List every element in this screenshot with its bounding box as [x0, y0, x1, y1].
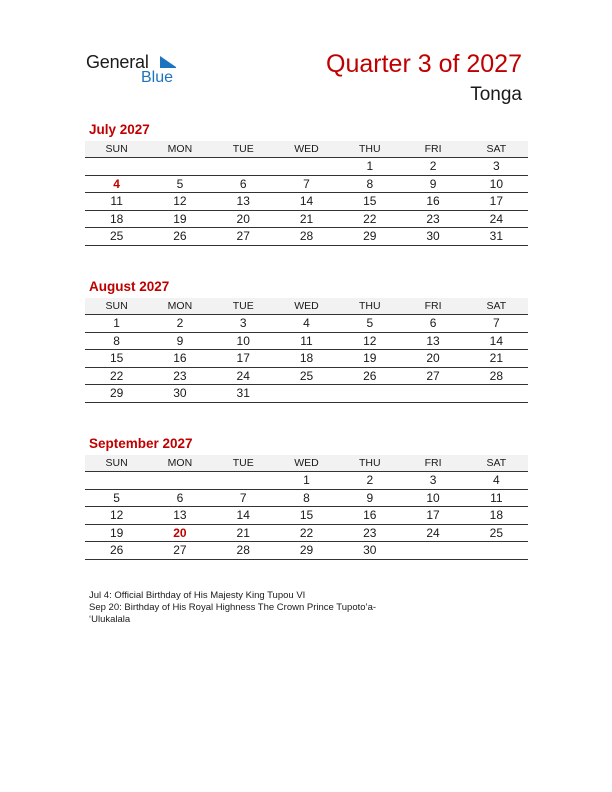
weekday-label: THU	[358, 300, 381, 312]
week-row	[85, 333, 528, 351]
day-cell: 23	[173, 368, 187, 383]
day-cell: 14	[299, 194, 314, 209]
day-cell: 10	[426, 490, 440, 505]
day-cell: 9	[429, 176, 437, 191]
day-cell: 2	[176, 316, 184, 331]
day-cell: 11	[300, 333, 313, 348]
day-cell: 13	[236, 194, 250, 209]
day-cell: 5	[366, 316, 374, 331]
week-row	[85, 542, 528, 560]
holiday-day-cell: 4	[113, 176, 120, 191]
day-cell: 29	[109, 386, 124, 401]
week-row	[85, 525, 528, 543]
weekday-label: FRI	[424, 300, 442, 312]
logo-blue-text: Blue	[141, 69, 174, 86]
month-title: August 2027	[89, 279, 170, 294]
day-cell: 31	[236, 386, 250, 401]
day-cell: 27	[426, 368, 440, 383]
weekday-label: TUE	[232, 300, 254, 312]
weekday-label: SAT	[486, 300, 507, 312]
holiday-note: Sep 20: Birthday of His Royal Highness The Crown Prince Tupoto’a-	[89, 602, 377, 613]
month-september	[85, 436, 528, 560]
weekday-label: SUN	[105, 457, 128, 469]
day-cell: 5	[113, 490, 120, 505]
day-cell: 21	[236, 525, 250, 540]
page-title: Quarter 3 of 2027	[326, 50, 522, 78]
weekday-label: SUN	[105, 143, 128, 155]
day-cell: 6	[176, 490, 184, 505]
day-cell: 16	[363, 508, 377, 523]
day-cell: 23	[363, 525, 377, 540]
country-name: Tonga	[470, 84, 522, 105]
day-cell: 12	[173, 194, 187, 209]
day-cell: 3	[429, 473, 437, 488]
weekday-label: WED	[294, 143, 319, 155]
day-cell: 8	[366, 176, 374, 191]
month-title: July 2027	[89, 122, 150, 137]
weekday-label: TUE	[232, 457, 254, 469]
day-cell: 17	[426, 508, 440, 523]
day-cell: 28	[236, 543, 250, 558]
day-cell: 4	[303, 316, 310, 331]
holiday-note: Jul 4: Official Birthday of His Majesty King Tupou VI	[89, 590, 306, 601]
day-cell: 1	[303, 473, 310, 488]
day-cell: 11	[490, 490, 503, 505]
weekday-label: THU	[358, 143, 381, 155]
week-row	[85, 385, 528, 403]
day-cell: 14	[236, 508, 250, 523]
day-cell: 30	[426, 229, 440, 244]
day-cell: 8	[303, 490, 310, 505]
week-row	[85, 211, 528, 229]
day-cell: 27	[173, 543, 187, 558]
day-cell: 28	[299, 229, 314, 244]
holiday-note: ‘Ulukalala	[89, 614, 131, 625]
day-cell: 15	[109, 351, 124, 366]
day-cell: 2	[429, 159, 437, 174]
day-cell: 22	[109, 368, 124, 383]
weekday-label: SUN	[105, 300, 128, 312]
day-cell: 24	[236, 368, 250, 383]
day-cell: 25	[489, 525, 504, 540]
weekday-label: MON	[167, 300, 193, 312]
day-cell: 15	[363, 194, 377, 209]
day-cell: 29	[363, 229, 377, 244]
weekday-header	[85, 455, 528, 472]
day-cell: 17	[236, 351, 250, 366]
weekday-label: MON	[167, 143, 193, 155]
day-cell: 6	[239, 176, 247, 191]
day-cell: 7	[239, 490, 247, 505]
day-cell: 6	[429, 316, 437, 331]
weekday-label: MON	[167, 457, 193, 469]
day-cell: 18	[299, 351, 314, 366]
month-title: September 2027	[89, 436, 193, 451]
week-row	[85, 490, 528, 508]
day-cell: 24	[489, 211, 504, 226]
day-cell: 21	[299, 211, 314, 226]
month-august	[85, 279, 528, 403]
weekday-label: FRI	[424, 457, 442, 469]
day-cell: 26	[109, 543, 124, 558]
day-cell: 10	[489, 176, 504, 191]
day-cell: 12	[109, 508, 124, 523]
day-cell: 22	[363, 211, 377, 226]
week-row	[85, 315, 528, 333]
day-cell: 30	[363, 543, 377, 558]
weekday-label: SAT	[486, 143, 507, 155]
day-cell: 25	[299, 368, 314, 383]
day-cell: 8	[113, 333, 120, 348]
week-row	[85, 507, 528, 525]
day-cell: 16	[173, 351, 187, 366]
week-row	[85, 472, 528, 490]
day-cell: 24	[426, 525, 440, 540]
day-cell: 26	[173, 229, 187, 244]
weekday-label: THU	[358, 457, 381, 469]
day-cell: 1	[113, 316, 120, 331]
day-cell: 11	[110, 194, 123, 209]
day-cell: 17	[489, 194, 504, 209]
weekday-label: SAT	[486, 457, 507, 469]
day-cell: 16	[426, 194, 440, 209]
weekday-label: WED	[294, 300, 319, 312]
logo-flag-underline	[160, 67, 176, 68]
day-cell: 3	[239, 316, 247, 331]
day-cell: 29	[299, 543, 314, 558]
weekday-label: FRI	[424, 143, 442, 155]
day-cell: 7	[493, 316, 500, 331]
day-cell: 13	[426, 333, 440, 348]
holiday-notes	[89, 590, 419, 626]
day-cell: 21	[489, 351, 504, 366]
day-cell: 9	[176, 333, 184, 348]
day-cell: 12	[363, 333, 377, 348]
day-cell: 19	[363, 351, 377, 366]
day-cell: 7	[303, 176, 310, 191]
day-cell: 3	[493, 159, 500, 174]
day-cell: 23	[426, 211, 440, 226]
week-row	[85, 228, 528, 246]
week-row	[85, 368, 528, 386]
day-cell: 5	[176, 176, 184, 191]
month-july	[85, 122, 528, 246]
day-cell: 10	[236, 333, 250, 348]
day-cell: 4	[493, 473, 500, 488]
day-cell: 9	[366, 490, 374, 505]
day-cell: 25	[109, 229, 124, 244]
day-cell: 26	[363, 368, 377, 383]
day-cell: 19	[109, 525, 124, 540]
day-cell: 27	[236, 229, 250, 244]
day-cell: 22	[299, 525, 314, 540]
day-cell: 20	[236, 211, 250, 226]
week-row	[85, 176, 528, 194]
day-cell: 15	[299, 508, 314, 523]
weekday-label: WED	[294, 457, 319, 469]
day-cell: 18	[489, 508, 504, 523]
logo-flag-icon	[160, 56, 176, 67]
day-cell: 31	[489, 229, 504, 244]
weekday-header	[85, 141, 528, 158]
day-cell: 28	[489, 368, 504, 383]
day-cell: 13	[173, 508, 187, 523]
day-cell: 19	[173, 211, 187, 226]
day-cell: 30	[173, 386, 187, 401]
week-row	[85, 350, 528, 368]
day-cell: 14	[489, 333, 504, 348]
weekday-header	[85, 298, 528, 315]
day-cell: 18	[109, 211, 124, 226]
logo-general-text: General	[86, 52, 149, 72]
holiday-day-cell: 20	[173, 525, 187, 540]
day-cell: 1	[366, 159, 374, 174]
week-row	[85, 158, 528, 176]
day-cell: 20	[426, 351, 440, 366]
generalblue-logo	[86, 52, 186, 88]
day-cell: 2	[366, 473, 374, 488]
weekday-label: TUE	[232, 143, 254, 155]
week-row	[85, 193, 528, 211]
